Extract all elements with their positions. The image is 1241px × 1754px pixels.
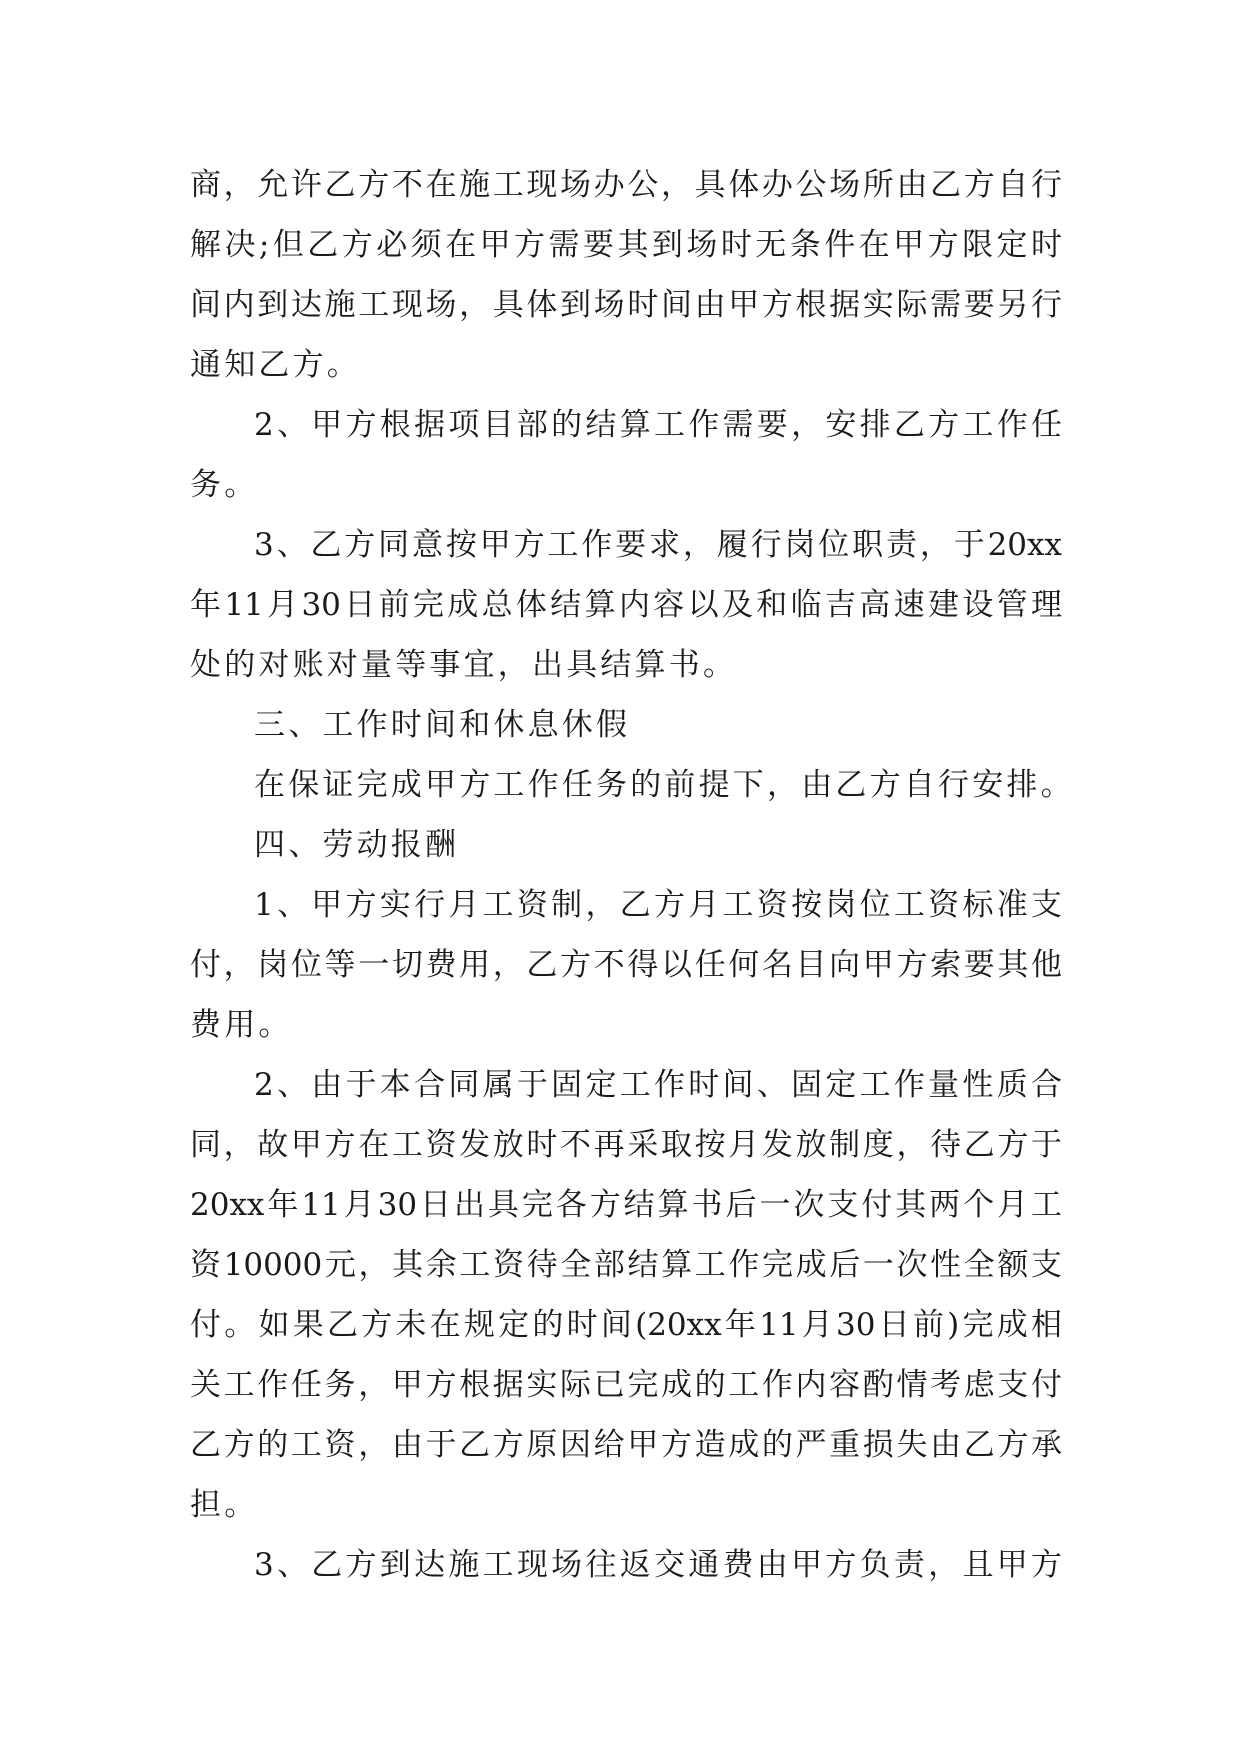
body-text-line: 解决;但乙方必须在甲方需要其到场时无条件在甲方限定时 — [190, 227, 1062, 263]
section-heading: 三、工作时间和休息休假 — [254, 707, 631, 743]
body-text-line: 通知乙方。 — [190, 347, 361, 383]
body-text-line: 担。 — [190, 1487, 259, 1523]
body-text-line: 处的对账对量等事宜，出具结算书。 — [190, 647, 738, 683]
body-text-line: 关工作任务，甲方根据实际已完成的工作内容酌情考虑支付 — [190, 1367, 1062, 1403]
body-text-line: 务。 — [190, 467, 259, 503]
paragraph-first-line: 1、甲方实行月工资制，乙方月工资按岗位工资标准支 — [254, 887, 1062, 923]
body-text-line: 20xx年11月30日出具完各方结算书后一次支付其两个月工 — [190, 1187, 1062, 1223]
body-text-line: 乙方的工资，由于乙方原因给甲方造成的严重损失由乙方承 — [190, 1427, 1062, 1463]
paragraph-first-line: 在保证完成甲方工作任务的前提下，由乙方自行安排。 — [254, 767, 1075, 803]
section-heading: 四、劳动报酬 — [254, 827, 460, 863]
body-text-line: 商，允许乙方不在施工现场办公，具体办公场所由乙方自行 — [190, 167, 1062, 203]
body-text-line: 间内到达施工现场，具体到场时间由甲方根据实际需要另行 — [190, 287, 1062, 323]
body-text-line: 同，故甲方在工资发放时不再采取按月发放制度，待乙方于 — [190, 1127, 1062, 1163]
body-text-line: 费用。 — [190, 1007, 293, 1043]
paragraph-first-line: 2、甲方根据项目部的结算工作需要，安排乙方工作任 — [254, 407, 1062, 443]
body-text-line: 年11月30日前完成总体结算内容以及和临吉高速建设管理 — [190, 587, 1062, 623]
paragraph-first-line: 3、乙方同意按甲方工作要求，履行岗位职责，于20xx — [254, 527, 1062, 563]
paragraph-first-line: 2、由于本合同属于固定工作时间、固定工作量性质合 — [254, 1067, 1062, 1103]
paragraph-first-line: 3、乙方到达施工现场往返交通费由甲方负责，且甲方 — [254, 1547, 1062, 1583]
body-text-line: 付。如果乙方未在规定的时间(20xx年11月30日前)完成相 — [190, 1307, 1062, 1343]
document-page — [190, 155, 1075, 1595]
body-text-line: 资10000元，其余工资待全部结算工作完成后一次性全额支 — [190, 1247, 1062, 1283]
body-text-line: 付，岗位等一切费用，乙方不得以任何名目向甲方索要其他 — [190, 947, 1062, 983]
